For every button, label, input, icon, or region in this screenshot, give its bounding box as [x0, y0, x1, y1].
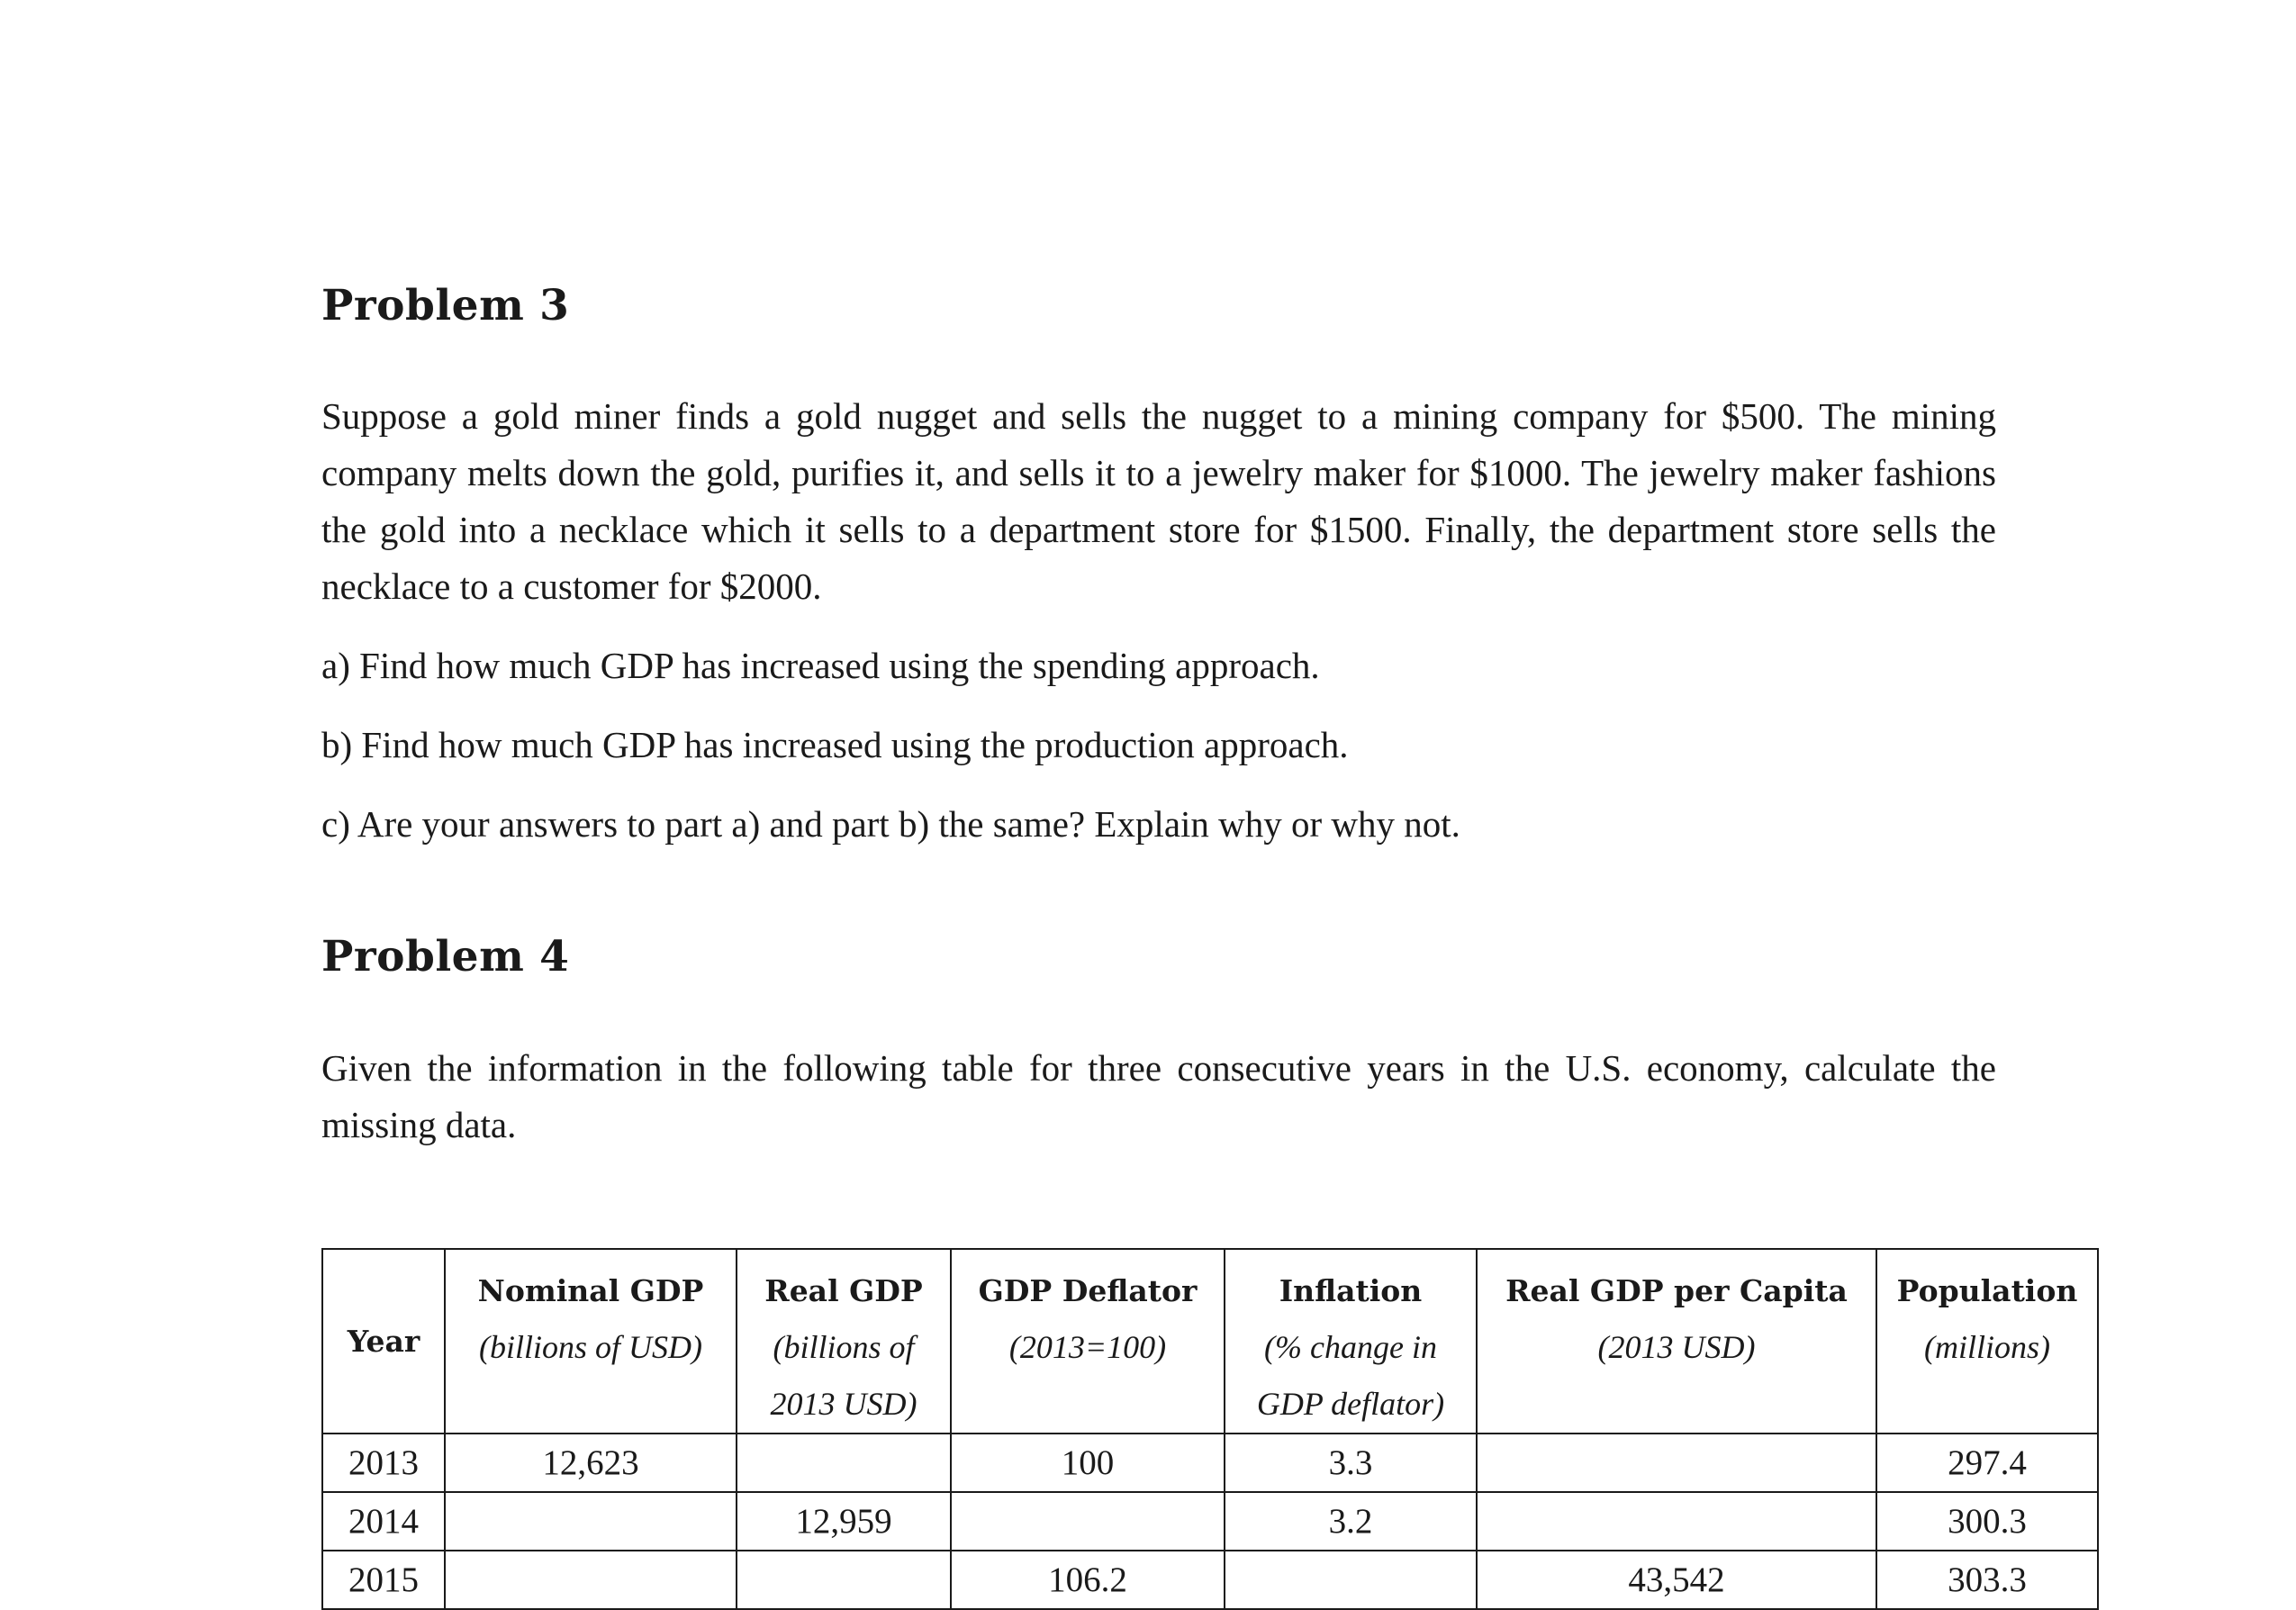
- header-inflation-unit-line2: GDP deflator): [1256, 1386, 1445, 1422]
- header-population-unit: (millions): [1924, 1329, 2050, 1365]
- header-inflation: [1225, 1249, 1477, 1434]
- cell-gdp-deflator: [951, 1492, 1225, 1551]
- header-gdp-deflator-title: GDP Deflator: [978, 1273, 1198, 1308]
- table-row: [322, 1492, 2098, 1551]
- header-population: [1876, 1249, 2098, 1434]
- cell-year: 2014: [322, 1492, 445, 1551]
- gdp-data-table: [321, 1248, 2099, 1610]
- problem-4-heading: Problem 4: [321, 932, 570, 981]
- cell-real-gdp: [737, 1551, 951, 1609]
- problem-3-heading: Problem 3: [321, 281, 570, 330]
- table-header-row: [322, 1249, 2098, 1434]
- table-row: [322, 1434, 2098, 1492]
- cell-inflation: 3.3: [1225, 1434, 1477, 1492]
- header-year: Year: [322, 1249, 445, 1434]
- cell-year: 2015: [322, 1551, 445, 1609]
- problem-3-part-c: c) Are your answers to part a) and part b) the same? Explain why or why not.: [321, 803, 1460, 845]
- header-real-gdp-unit-line2: 2013 USD): [770, 1386, 917, 1422]
- cell-real-gdp-per-capita: 43,542: [1477, 1551, 1876, 1609]
- cell-real-gdp: 12,959: [737, 1492, 951, 1551]
- cell-real-gdp: [737, 1434, 951, 1492]
- cell-nominal-gdp: [445, 1551, 737, 1609]
- cell-population: 300.3: [1876, 1492, 2098, 1551]
- header-real-gdp-per-capita-title: Real GDP per Capita: [1505, 1273, 1848, 1308]
- header-real-gdp-unit-line1: (billions of: [773, 1329, 915, 1365]
- cell-real-gdp-per-capita: [1477, 1434, 1876, 1492]
- header-nominal-gdp: [445, 1249, 737, 1434]
- header-inflation-title: Inflation: [1279, 1273, 1423, 1308]
- cell-nominal-gdp: 12,623: [445, 1434, 737, 1492]
- header-real-gdp-title: Real GDP: [764, 1273, 923, 1308]
- table-row: [322, 1551, 2098, 1609]
- cell-population: 297.4: [1876, 1434, 2098, 1492]
- header-nominal-gdp-title: Nominal GDP: [477, 1273, 704, 1308]
- header-nominal-gdp-unit: (billions of USD): [479, 1329, 702, 1365]
- gdp-table-container: [321, 1248, 2099, 1610]
- header-real-gdp: [737, 1249, 951, 1434]
- cell-gdp-deflator: 100: [951, 1434, 1225, 1492]
- problem-3-intro: Suppose a gold miner finds a gold nugget and sells the nugget to a mining company for $500. The mining company melts down the gold, purifies it, and sells it to a jewelry maker for $1000. The jewelry maker fashions the gold into a necklace which it sells to a department store for $1500. Finally, the department store sells the necklace to a customer for $2000.: [321, 395, 1996, 607]
- header-population-title: Population: [1896, 1273, 2078, 1308]
- cell-inflation: [1225, 1551, 1477, 1609]
- cell-nominal-gdp: [445, 1492, 737, 1551]
- cell-inflation: 3.2: [1225, 1492, 1477, 1551]
- problem-4-intro: Given the information in the following table for three consecutive years in the U.S. economy, calculate the missing data.: [321, 1047, 1996, 1145]
- cell-gdp-deflator: 106.2: [951, 1551, 1225, 1609]
- header-real-gdp-per-capita: [1477, 1249, 1876, 1434]
- problem-3-part-b: b) Find how much GDP has increased using the production approach.: [321, 724, 1349, 765]
- problem-3-part-a: a) Find how much GDP has increased using the spending approach.: [321, 645, 1320, 686]
- header-inflation-unit-line1: (% change in: [1264, 1329, 1437, 1365]
- cell-year: 2013: [322, 1434, 445, 1492]
- header-real-gdp-per-capita-unit: (2013 USD): [1597, 1329, 1756, 1365]
- cell-population: 303.3: [1876, 1551, 2098, 1609]
- header-gdp-deflator-unit: (2013=100): [1008, 1329, 1167, 1365]
- cell-real-gdp-per-capita: [1477, 1492, 1876, 1551]
- header-gdp-deflator: [951, 1249, 1225, 1434]
